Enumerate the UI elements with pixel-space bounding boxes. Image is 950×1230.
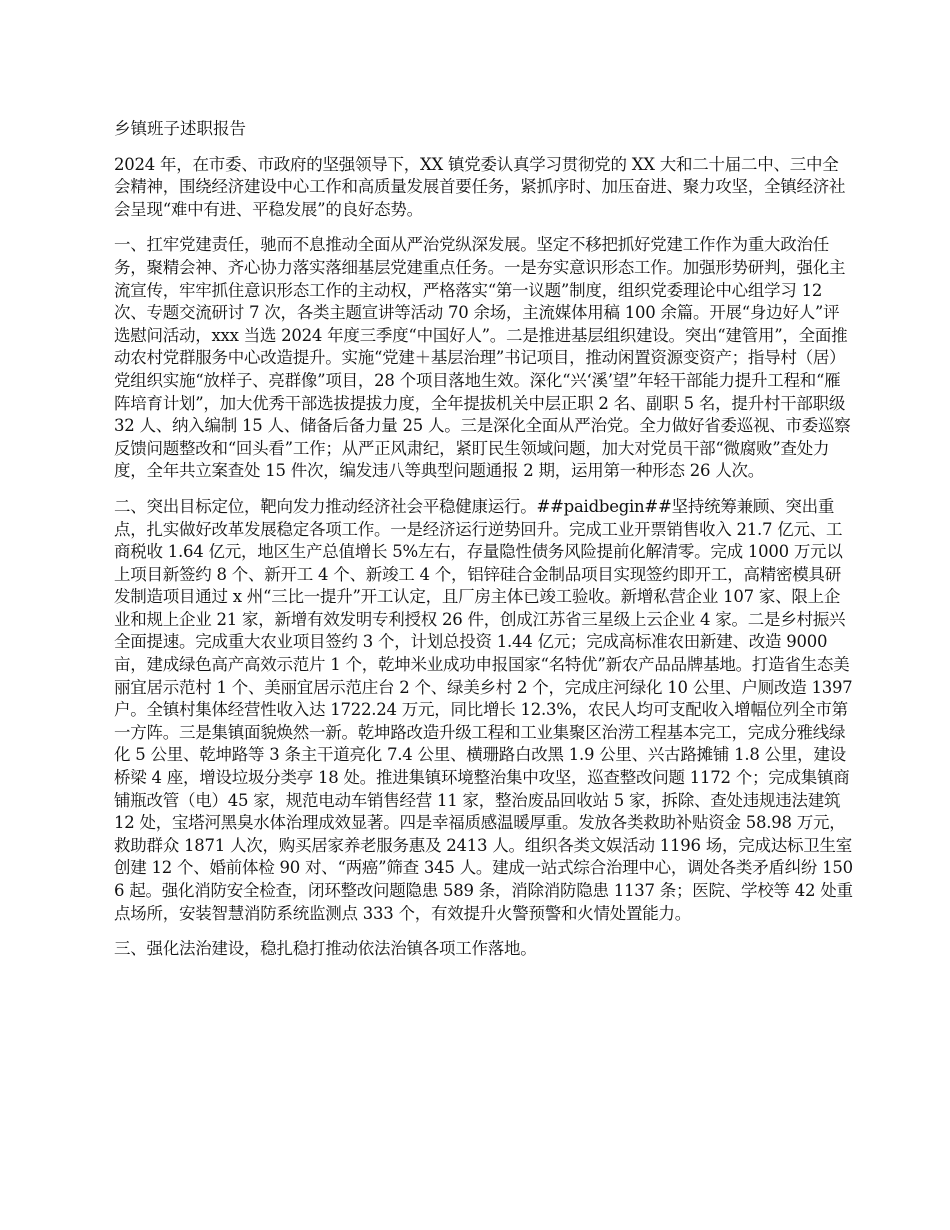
document-title: 乡镇班子述职报告 bbox=[114, 119, 246, 138]
document-page bbox=[114, 118, 854, 974]
section-3-paragraph: 三、强化法治建设，稳扎稳打推动依法治镇各项工作落地。 bbox=[114, 939, 537, 959]
intro-paragraph: 2024 年，在市委、市政府的坚强领导下，XX 镇党委认真学习贯彻党的 XX 大和二十届二中、三中全会精神，围绕经济建设中心工作和高质量发展首要任务，紧抓序时、加压奋进、聚力攻坚，全镇经济社会呈现“难中有进、平稳发展”的良好态势。 bbox=[114, 154, 846, 219]
section-1-paragraph: 一、扛牢党建责任，驰而不息推动全面从严治党纵深发展。坚定不移把抓好党建工作作为重大政治任务，聚精会神、齐心协力落实落细基层党建重点任务。一是夯实意识形态工作。加强形势研判，强化主流宣传，牢牢抓住意识形态工作的主动权，严格落实“第一议题”制度，组织党委理论中心组学习 12 次、专题交流研讨 7 次，各类主题宣讲等活动 70 余场，主流媒体用稿 100 余篇。开展“身边好人”评选慰问活动，xxx 当选 2024 年度三季度“中国好人”。二是推进基层组织建设。突出“建管用”，全面推动农村党群服务中心改造提升。实施“党建＋基层治理”书记项目，推动闲置资源变资产；指导村（居）党组织实施“放样子、亮群像”项目，28 个项目落地生效。深化“兴‘溪’望”年轻干部能力提升工程和“雁阵培育计划”，加大优秀干部选拔提拔力度，全年提拔机关中层正职 2 名、副职 5 名，提升村干部职级 32 人、纳入编制 15 人、储备后备力量 25 人。三是深化全面从严治党。全力做好省委巡视、市委巡察反馈问题整改和“回头看”工作；从严正风肃纪，紧盯民生领域问题，加大对党员干部“微腐败”查处力度，全年共立案查处 15 件次，编发违八等典型问题通报 2 期，运用第一种形态 26 人次。 bbox=[114, 235, 851, 481]
section-2-paragraph: 二、突出目标定位，靶向发力推动经济社会平稳健康运行。##paidbegin##坚持统筹兼顾、突出重点，扎实做好改革发展稳定各项工作。一是经济运行逆势回升。完成工业开票销售收入 21.7 亿元、工商税收 1.64 亿元，地区生产总值增长 5%左右，存量隐性债务风险提前化解清零。完成 1000 万元以上项目新签约 8 个、新开工 4 个、新竣工 4 个，铝锌硅合金制品项目实现签约即开工，高精密模具研发制造项目通过 x 州“三比一提升”开工认定，且厂房主体已竣工验收。新增私营企业 107 家、限上企业和规上企业 21 家，新增有效发明专利授权 26 件，创成江苏省三星级上云企业 4 家。二是乡村振兴全面提速。完成重大农业项目签约 3 个，计划总投资 1.44 亿元；完成高标准农田新建、改造 9000 亩，建成绿色高产高效示范片 1 个，乾坤米业成功申报国家“名特优”新农产品品牌基地。打造省生态美丽宜居示范村 1 个、美丽宜居示范庄台 2 个、绿美乡村 2 个，完成庄河绿化 10 公里、户厕改造 1397 户。全镇村集体经营性收入达 1722.24 万元，同比增长 12.3%，农民人均可支配收入增幅位列全市第一方阵。三是集镇面貌焕然一新。乾坤路改造升级工程和工业集聚区治涝工程基本完工，完成分雅线绿化 5 公里、乾坤路等 3 条主干道亮化 7.4 公里、横珊路白改黑 1.9 公里、兴古路摊铺 1.8 公里，建设桥梁 4 座，增设垃圾分类亭 18 处。推进集镇环境整治集中攻坚，巡查整改问题 1172 个；完成集镇商铺瓶改管（电）45 家，规范电动车销售经营 11 家，整治废品回收站 5 家，拆除、查处违规违法建筑 12 处，宝塔河黑臭水体治理成效显著。四是幸福质感温暖厚重。发放各类救助补贴资金 58.98 万元，救助群众 1871 人次，购买居家养老服务惠及 2413 人。组织各类文娱活动 1196 场，完成达标卫生室创建 12 个、婚前体检 90 对、“两癌”筛查 345 人。建成一站式综合治理中心，调处各类矛盾纠纷 1506 起。强化消防安全检查，闭环整改问题隐患 589 条，消除消防隐患 1137 条；医院、学校等 42 处重点场所，安装智慧消防系统监测点 333 个，有效提升火警预警和火情处置能力。 bbox=[114, 496, 853, 923]
